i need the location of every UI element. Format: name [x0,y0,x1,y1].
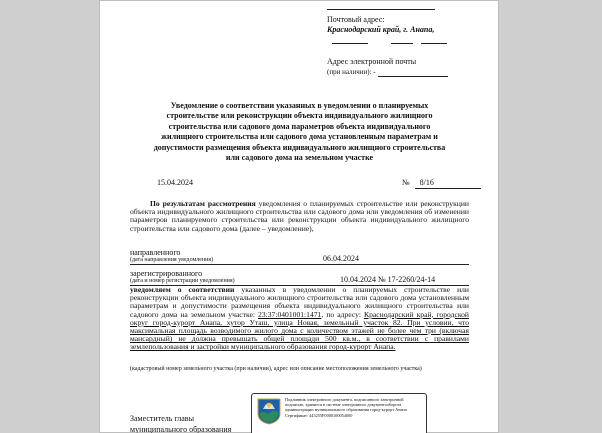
number-label: № [402,178,410,187]
number-value: 8/16 [419,178,434,187]
signer-position-1: Заместитель главы [130,414,194,423]
registered-label: зарегистрированного [130,269,203,278]
address-prefix: , по адресу: [321,309,365,319]
notify-text: указанных в уведомлении о планируемых строительстве или реконструкции объекта индивидуального жилищного строительства или садового дома установленным параметрам и допустимости размещения объекта индивидуального жилищного строительства или садового дома на земельном участке: [130,285,469,319]
intro-text: уведомления о планируемых строительстве или реконструкции объекта индивидуального жилищного строительства или садового дома или уведомления об изменении параметров планируемого строительства или реконструкции объекта индивидуального жилищного строительства или садового дома (далее – уведомление), [130,199,469,233]
signer-position-2: муниципального образования [130,425,232,433]
postal-value: Краснодарский край, г. Анапа, [327,25,435,34]
sent-note: (дата направления уведомления) [130,257,214,263]
sent-value: 06.04.2024 [323,254,359,263]
email-label: Адрес электронной почты [327,57,417,66]
stamp-certificate: Сертификат: 445255F0000100054000 [285,412,353,418]
registered-value: 10.04.2024 № 17-2260/24-14 [340,275,436,284]
address-value: Краснодарский край, городской округ город-курорт Анапа, хутор Уташ, улица Новая, земельный участок 82. При условии, что максимальная площадь возводимого жилого дома с количеством этажей не более чем три (включая мансардный) не должна превышать общей площади 500 кв.м., в соответствии с правилами землепользования и застройки муниципального образования город-курорт Анапа. [130,309,469,352]
document-page [99,0,499,433]
coat-of-arms-icon [257,398,281,425]
notify-paragraph [130,286,469,352]
registered-note: (дата и номер регистрации уведомления) [130,278,235,284]
sent-label: направленного [130,248,181,257]
email-line [378,76,448,77]
stamp-note: Подлинник электронного документа, подписанного электронной подписью, хранится в системе электронного документооборота администрации муниципального образования город-курорт Анапа [285,397,407,413]
address-footnote: (кадастровый номер земельного участка (при наличии), адрес или описание местоположения земельного участка) [130,366,422,372]
postal-line-3 [421,43,447,44]
intro-paragraph [130,200,469,233]
notify-bold: уведомляем о соответствии [130,285,235,294]
document-date: 15.04.2024 [157,178,193,187]
postal-line-2 [391,43,413,44]
document-title: Уведомление о соответствии указанных в уведомлении о планируемых строительстве или реконструкции объекта индивидуального жилищного строительства или садового дома параметров объекта индивидуального жилищного строительства или садового дома установленным параметрам и допустимости размещения объекта индивидуального жилищного строительства или садового дома на земельном участке [153,101,446,163]
number-line [415,188,481,189]
postal-label: Почтовый адрес: [327,15,385,24]
electronic-signature-stamp [251,393,427,433]
stamp-text [285,397,423,418]
sent-line [130,264,469,265]
email-note: (при наличии): [327,68,372,76]
email-value: - [373,68,376,76]
cadastral-number: 23:37:0401001:1471 [258,309,322,319]
header-top-line [327,9,435,10]
postal-line-1 [332,43,368,44]
intro-bold: По результатам рассмотрения [150,199,256,208]
